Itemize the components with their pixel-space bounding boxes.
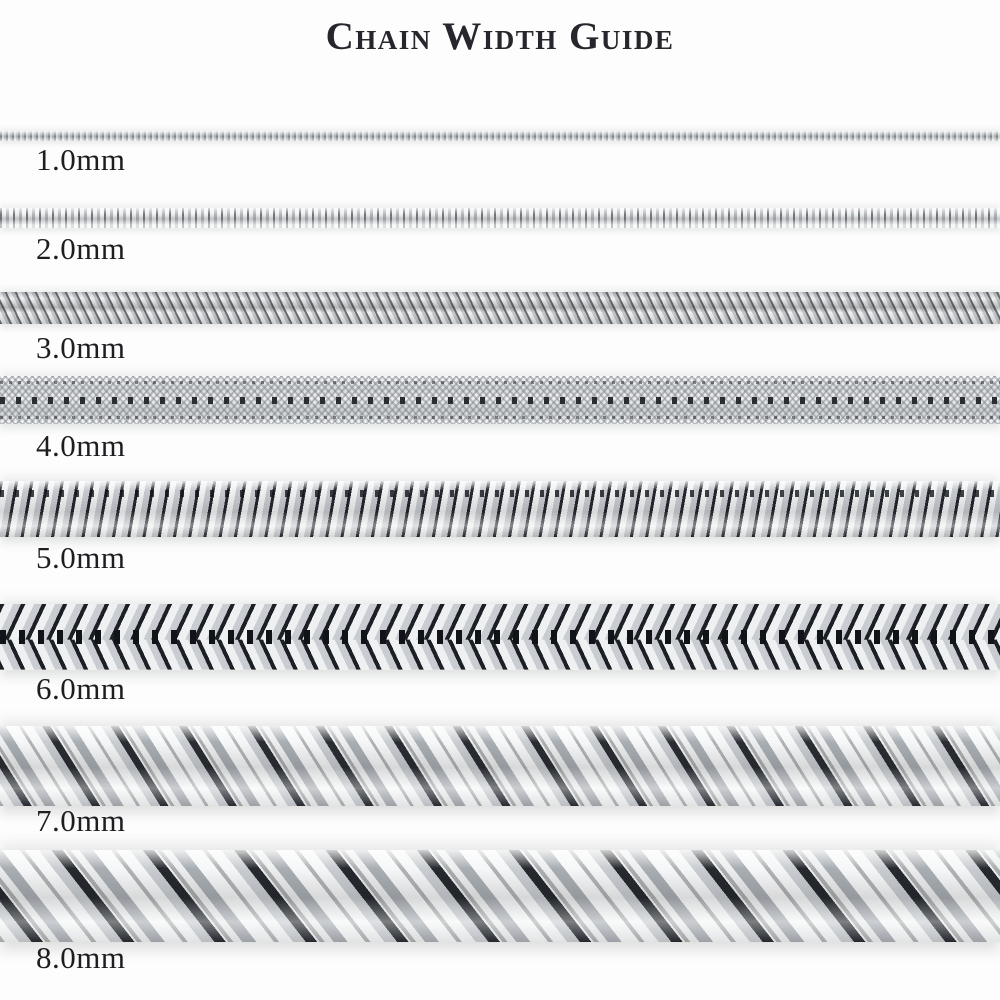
chain-photo-1mm-cable: [0, 131, 1000, 141]
chain-width-label-7mm: 7.0mm: [36, 803, 126, 838]
chain-width-label-5mm: 5.0mm: [36, 540, 126, 575]
chain-photo-3mm-snake: [0, 292, 1000, 324]
chain-width-label-2mm: 2.0mm: [36, 231, 126, 266]
page-title: Chain Width Guide: [325, 15, 675, 58]
chain-width-label-4mm: 4.0mm: [36, 428, 126, 463]
chain-width-label-6mm: 6.0mm: [36, 671, 126, 706]
chain-photo-5mm-snake: [0, 481, 1000, 537]
chain-width-label-1mm: 1.0mm: [36, 142, 126, 177]
chain-photo-7mm-rope: [0, 726, 1000, 806]
chain-width-label-8mm: 8.0mm: [36, 940, 126, 975]
chain-width-label-3mm: 3.0mm: [36, 330, 126, 365]
chain-photo-2mm-box: [0, 208, 1000, 228]
chain-photo-4mm-snake: [0, 376, 1000, 424]
chain-photo-8mm-rope: [0, 850, 1000, 942]
chain-photo-6mm-snake: [0, 604, 1000, 670]
